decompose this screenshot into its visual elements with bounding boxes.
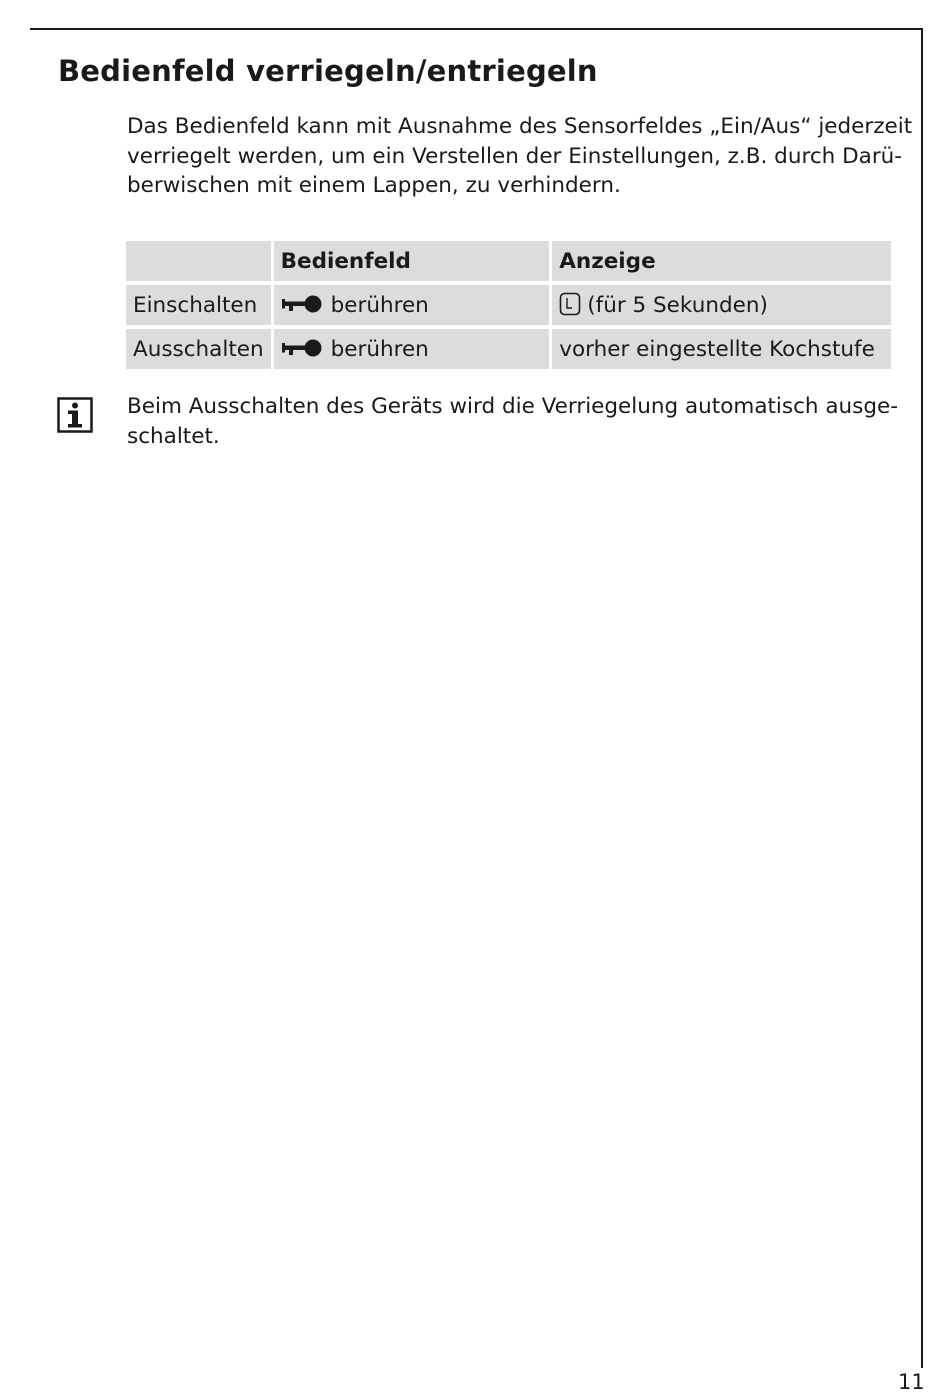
- display-text: vorher eingestellte Kochstufe: [559, 336, 875, 362]
- note-line: schaltet.: [127, 423, 220, 449]
- row-label: Ausschalten: [126, 329, 271, 369]
- lock-display-symbol-icon: [559, 292, 581, 316]
- note-line: Beim Ausschalten des Geräts wird die Verriegelung automatisch ausge-: [127, 394, 899, 419]
- right-border-line: [921, 28, 923, 1368]
- info-note: [127, 392, 897, 451]
- table-row: [126, 329, 891, 369]
- table-row: [126, 285, 891, 325]
- row-label: Einschalten: [126, 285, 271, 325]
- top-border-line: [30, 28, 923, 30]
- intro-paragraph: [127, 112, 913, 201]
- page-number: 11: [898, 1370, 925, 1394]
- display-cell: [552, 285, 891, 325]
- intro-line: berwischen mit einem Lappen, zu verhindern.: [127, 173, 621, 198]
- display-cell: [552, 329, 891, 369]
- info-icon: [57, 397, 93, 433]
- key-icon: [281, 295, 323, 313]
- section-title: Bedienfeld verriegeln/entriegeln: [58, 54, 598, 88]
- display-text: (für 5 Sekunden): [587, 292, 768, 318]
- control-text: berühren: [330, 336, 429, 362]
- key-icon: [281, 339, 323, 357]
- lock-function-table: [123, 237, 894, 373]
- control-cell: [274, 329, 550, 369]
- table-header-bedienfeld: Bedienfeld: [274, 241, 550, 281]
- table-header-anzeige: Anzeige: [552, 241, 891, 281]
- control-cell: [274, 285, 550, 325]
- table-header-row: [126, 241, 891, 281]
- table-header-empty: [126, 241, 271, 281]
- intro-line: verriegelt werden, um ein Verstellen der Einstellungen, z.B. durch Darü-: [127, 143, 903, 169]
- intro-line: Das Bedienfeld kann mit Ausnahme des Sensorfeldes „Ein/Aus“ jederzeit: [127, 114, 913, 139]
- control-text: berühren: [330, 292, 429, 318]
